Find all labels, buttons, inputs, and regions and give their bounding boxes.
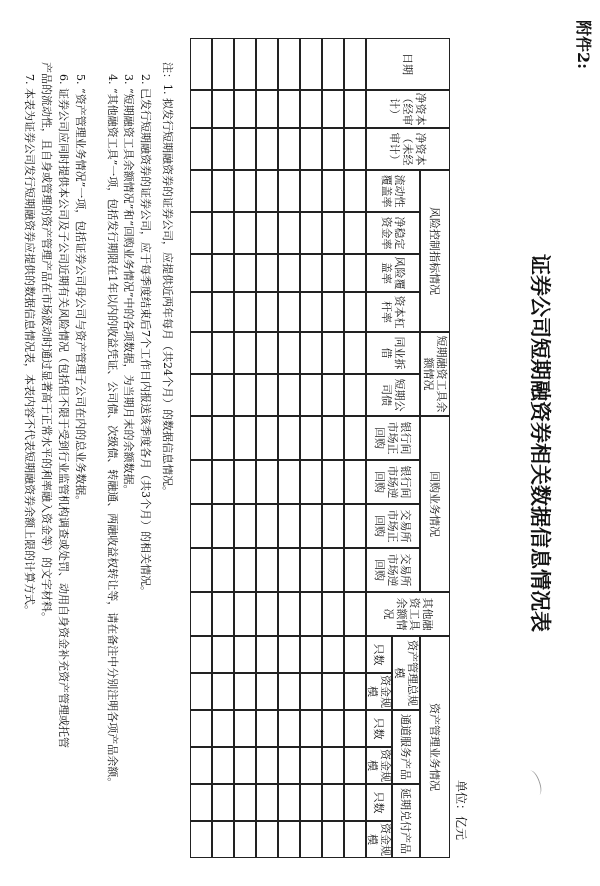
table-cell xyxy=(322,332,344,374)
table-cell xyxy=(256,548,278,592)
table-cell xyxy=(212,460,234,504)
table-cell xyxy=(300,38,322,90)
table-cell xyxy=(344,416,366,460)
table-cell xyxy=(322,784,344,821)
note-line: 注：1. 拟发行短期融资券的证券公司，应提供近两年每月（共24个月）的数据信息情况。 xyxy=(161,62,174,497)
table-cell xyxy=(190,460,212,504)
table-cell xyxy=(256,254,278,292)
table-cell xyxy=(234,332,256,374)
table-cell xyxy=(278,374,300,416)
table-cell xyxy=(234,292,256,332)
header-repo-item: 交易所市场正回购 xyxy=(366,504,420,548)
table-cell xyxy=(234,636,256,673)
table-cell xyxy=(344,292,366,332)
header-risk-item: 流动性覆盖率 xyxy=(366,170,420,212)
table-cell xyxy=(278,128,300,170)
table-cell xyxy=(278,460,300,504)
note-line: 4. “其他融资工具”一项，包括发行期限在1年以内的收益凭证、公司债、次级债、转融通、两融收益权转让等，请在备注中分别注明各项产品余额。 xyxy=(106,74,119,789)
header-am-subgroup: 资产管理总规模 xyxy=(392,636,420,710)
table-cell xyxy=(300,548,322,592)
table-cell xyxy=(212,254,234,292)
table-cell xyxy=(190,212,212,254)
header-risk-item: 净稳定资金率 xyxy=(366,212,420,254)
table-cell xyxy=(256,90,278,128)
table-cell xyxy=(190,416,212,460)
table-cell xyxy=(344,460,366,504)
header-am-item: 只数 xyxy=(366,636,392,673)
table-cell xyxy=(300,332,322,374)
table-cell xyxy=(234,673,256,710)
table-cell xyxy=(212,710,234,747)
table-cell xyxy=(278,254,300,292)
header-net-capital-unaudited: 净资本（未经审计） xyxy=(366,128,450,170)
table-cell xyxy=(256,374,278,416)
table-cell xyxy=(278,292,300,332)
table-cell xyxy=(344,332,366,374)
table-cell xyxy=(256,710,278,747)
table-cell xyxy=(212,636,234,673)
header-am-item: 资金规模 xyxy=(366,823,392,856)
attachment-label: 附件2: xyxy=(574,20,593,70)
table-cell xyxy=(212,747,234,784)
table-cell xyxy=(256,212,278,254)
table-cell xyxy=(234,784,256,821)
note-line: 7. 本表为证券公司发行短期融资券应提供的数据信息情况表，本表内容不代表短期融资券余额上限的计算方式。 xyxy=(23,74,36,616)
header-am-item: 资金规模 xyxy=(366,675,392,708)
table-cell xyxy=(300,821,322,858)
table-cell xyxy=(256,292,278,332)
table-cell xyxy=(190,170,212,212)
table-cell xyxy=(344,504,366,548)
table-cell xyxy=(234,90,256,128)
table-cell xyxy=(212,821,234,858)
table-cell xyxy=(344,821,366,858)
header-short-term-item: 短期公司债 xyxy=(366,374,420,416)
header-repo-item: 银行间市场逆回购 xyxy=(366,460,420,504)
table-cell xyxy=(190,504,212,548)
table-cell xyxy=(344,170,366,212)
table-cell xyxy=(322,747,344,784)
table-cell xyxy=(212,170,234,212)
table-cell xyxy=(300,460,322,504)
table-cell xyxy=(300,416,322,460)
table-cell xyxy=(300,212,322,254)
table-cell xyxy=(234,592,256,636)
header-am-subgroup: 延期兑付产品 xyxy=(392,784,420,858)
table-cell xyxy=(256,38,278,90)
table-cell xyxy=(190,90,212,128)
table-cell xyxy=(256,416,278,460)
table-cell xyxy=(190,38,212,90)
table-cell xyxy=(344,212,366,254)
table-cell xyxy=(278,636,300,673)
table-cell xyxy=(256,332,278,374)
table-cell xyxy=(212,374,234,416)
table-cell xyxy=(256,170,278,212)
table-cell xyxy=(322,212,344,254)
table-cell xyxy=(322,636,344,673)
table-cell xyxy=(278,504,300,548)
table-cell xyxy=(344,636,366,673)
table-cell xyxy=(212,212,234,254)
table-cell xyxy=(322,90,344,128)
table-cell xyxy=(322,128,344,170)
table-cell xyxy=(300,592,322,636)
note-line: 2. 已发行短期融资券的证券公司，应于每季度结束后7个工作日内报送该季度各月（共3个月）的相关情况。 xyxy=(139,74,152,597)
table-cell xyxy=(322,374,344,416)
table-cell xyxy=(234,747,256,784)
header-short-term-item: 同业拆借 xyxy=(366,332,420,374)
table-cell xyxy=(234,416,256,460)
table-cell xyxy=(344,374,366,416)
table-cell xyxy=(234,374,256,416)
table-cell xyxy=(256,747,278,784)
table-cell xyxy=(212,673,234,710)
table-cell xyxy=(278,38,300,90)
note-line: 3. “短期融资工具余额情况”和“回购业务情况”中的各项数据，为当期月末的余额数据。 xyxy=(122,74,135,496)
table-cell xyxy=(322,460,344,504)
table-cell xyxy=(212,38,234,90)
table-cell xyxy=(344,38,366,90)
table-cell xyxy=(344,673,366,710)
header-risk-group: 风险控制指标情况 xyxy=(420,170,450,332)
table-cell xyxy=(190,784,212,821)
note-line: 6. 证券公司应同时提供本公司及子公司近期有关风险情况（包括但不限于受到行业监管机构调查或处罚、动用自身资金补充资产管理或托管 xyxy=(57,74,70,748)
table-cell xyxy=(234,128,256,170)
table-cell xyxy=(190,710,212,747)
table-cell xyxy=(300,636,322,673)
table-cell xyxy=(278,784,300,821)
table-cell xyxy=(300,90,322,128)
table-cell xyxy=(300,170,322,212)
table-cell xyxy=(212,292,234,332)
table-cell xyxy=(256,592,278,636)
table-cell xyxy=(322,592,344,636)
table-cell xyxy=(278,416,300,460)
table-cell xyxy=(322,548,344,592)
table-cell xyxy=(344,592,366,636)
table-cell xyxy=(278,673,300,710)
table-cell xyxy=(256,784,278,821)
document-title: 证券公司短期融资券相关数据信息情况表 xyxy=(528,254,553,632)
table-cell xyxy=(344,548,366,592)
table-cell xyxy=(278,170,300,212)
unit-label: 单位：亿元 xyxy=(454,780,468,841)
table-cell xyxy=(190,821,212,858)
table-cell xyxy=(322,821,344,858)
header-risk-item: 风险覆盖率 xyxy=(366,254,420,292)
table-cell xyxy=(190,374,212,416)
table-cell xyxy=(190,673,212,710)
table-cell xyxy=(278,821,300,858)
table-cell xyxy=(234,38,256,90)
header-am-item: 只数 xyxy=(366,710,392,747)
table-cell xyxy=(212,90,234,128)
table-cell xyxy=(212,548,234,592)
table-cell xyxy=(300,673,322,710)
table-cell xyxy=(256,821,278,858)
table-cell xyxy=(278,548,300,592)
table-cell xyxy=(322,673,344,710)
table-cell xyxy=(300,128,322,170)
table-cell xyxy=(322,170,344,212)
table-cell xyxy=(278,710,300,747)
note-line: 5. “资产管理业务情况”一项，包括证券公司母公司与资产管理子公司在内的总业务数据。 xyxy=(74,74,87,507)
table-cell xyxy=(190,254,212,292)
header-repo-item: 银行间市场正回购 xyxy=(366,416,420,460)
header-repo-group: 回购业务情况 xyxy=(420,416,450,592)
table-cell xyxy=(190,592,212,636)
header-short-term-group: 短期融资工具余额情况 xyxy=(420,332,450,416)
table-cell xyxy=(212,504,234,548)
table-cell xyxy=(300,710,322,747)
table-cell xyxy=(234,504,256,548)
table-cell xyxy=(212,784,234,821)
table-cell xyxy=(256,636,278,673)
table-cell xyxy=(322,504,344,548)
table-cell xyxy=(322,710,344,747)
table-cell xyxy=(190,548,212,592)
table-cell xyxy=(256,460,278,504)
table-cell xyxy=(234,254,256,292)
header-other-financing: 其他融资工具余额情况 xyxy=(366,592,450,636)
table-cell xyxy=(234,170,256,212)
table-cell xyxy=(344,90,366,128)
table-cell xyxy=(256,128,278,170)
table-cell xyxy=(234,460,256,504)
table-cell xyxy=(278,212,300,254)
table-cell xyxy=(212,128,234,170)
header-repo-item: 交易所市场逆回购 xyxy=(366,548,420,592)
table-cell xyxy=(190,747,212,784)
table-cell xyxy=(212,332,234,374)
table-cell xyxy=(322,38,344,90)
table-cell xyxy=(278,747,300,784)
table-cell xyxy=(300,292,322,332)
table-cell xyxy=(234,821,256,858)
table-cell xyxy=(300,747,322,784)
table-cell xyxy=(344,128,366,170)
table-cell xyxy=(190,292,212,332)
table-cell xyxy=(300,504,322,548)
header-net-capital-audited: 净资本（经审计） xyxy=(366,90,450,128)
table-cell xyxy=(256,673,278,710)
table-cell xyxy=(322,416,344,460)
header-am-item: 资金规模 xyxy=(366,749,392,782)
table-cell xyxy=(190,636,212,673)
table-cell xyxy=(190,332,212,374)
table-cell xyxy=(344,254,366,292)
table-cell xyxy=(300,254,322,292)
table-cell xyxy=(234,710,256,747)
table-cell xyxy=(278,90,300,128)
table-cell xyxy=(300,784,322,821)
header-asset-mgmt-group: 资产管理业务情况 xyxy=(420,636,450,858)
table-cell xyxy=(322,254,344,292)
table-cell xyxy=(212,416,234,460)
header-date: 日期 xyxy=(366,38,450,90)
table-cell xyxy=(256,504,278,548)
table-cell xyxy=(344,784,366,821)
table-cell xyxy=(278,592,300,636)
table-cell xyxy=(190,128,212,170)
table-cell xyxy=(234,212,256,254)
note-line: 产品的流动性，且自身或管理的资产管理产品在市场波动时通过显著高于正常水平的利率融入资金等）的文字材料。 xyxy=(40,62,53,623)
header-risk-item: 资本杠杆率 xyxy=(366,292,420,332)
table-cell xyxy=(344,747,366,784)
table-cell xyxy=(322,292,344,332)
header-am-item: 只数 xyxy=(366,784,392,821)
header-am-subgroup: 通道服务产品 xyxy=(392,710,420,784)
table-cell xyxy=(344,710,366,747)
table-cell xyxy=(212,592,234,636)
table-cell xyxy=(300,374,322,416)
table-cell xyxy=(234,548,256,592)
table-cell xyxy=(278,332,300,374)
